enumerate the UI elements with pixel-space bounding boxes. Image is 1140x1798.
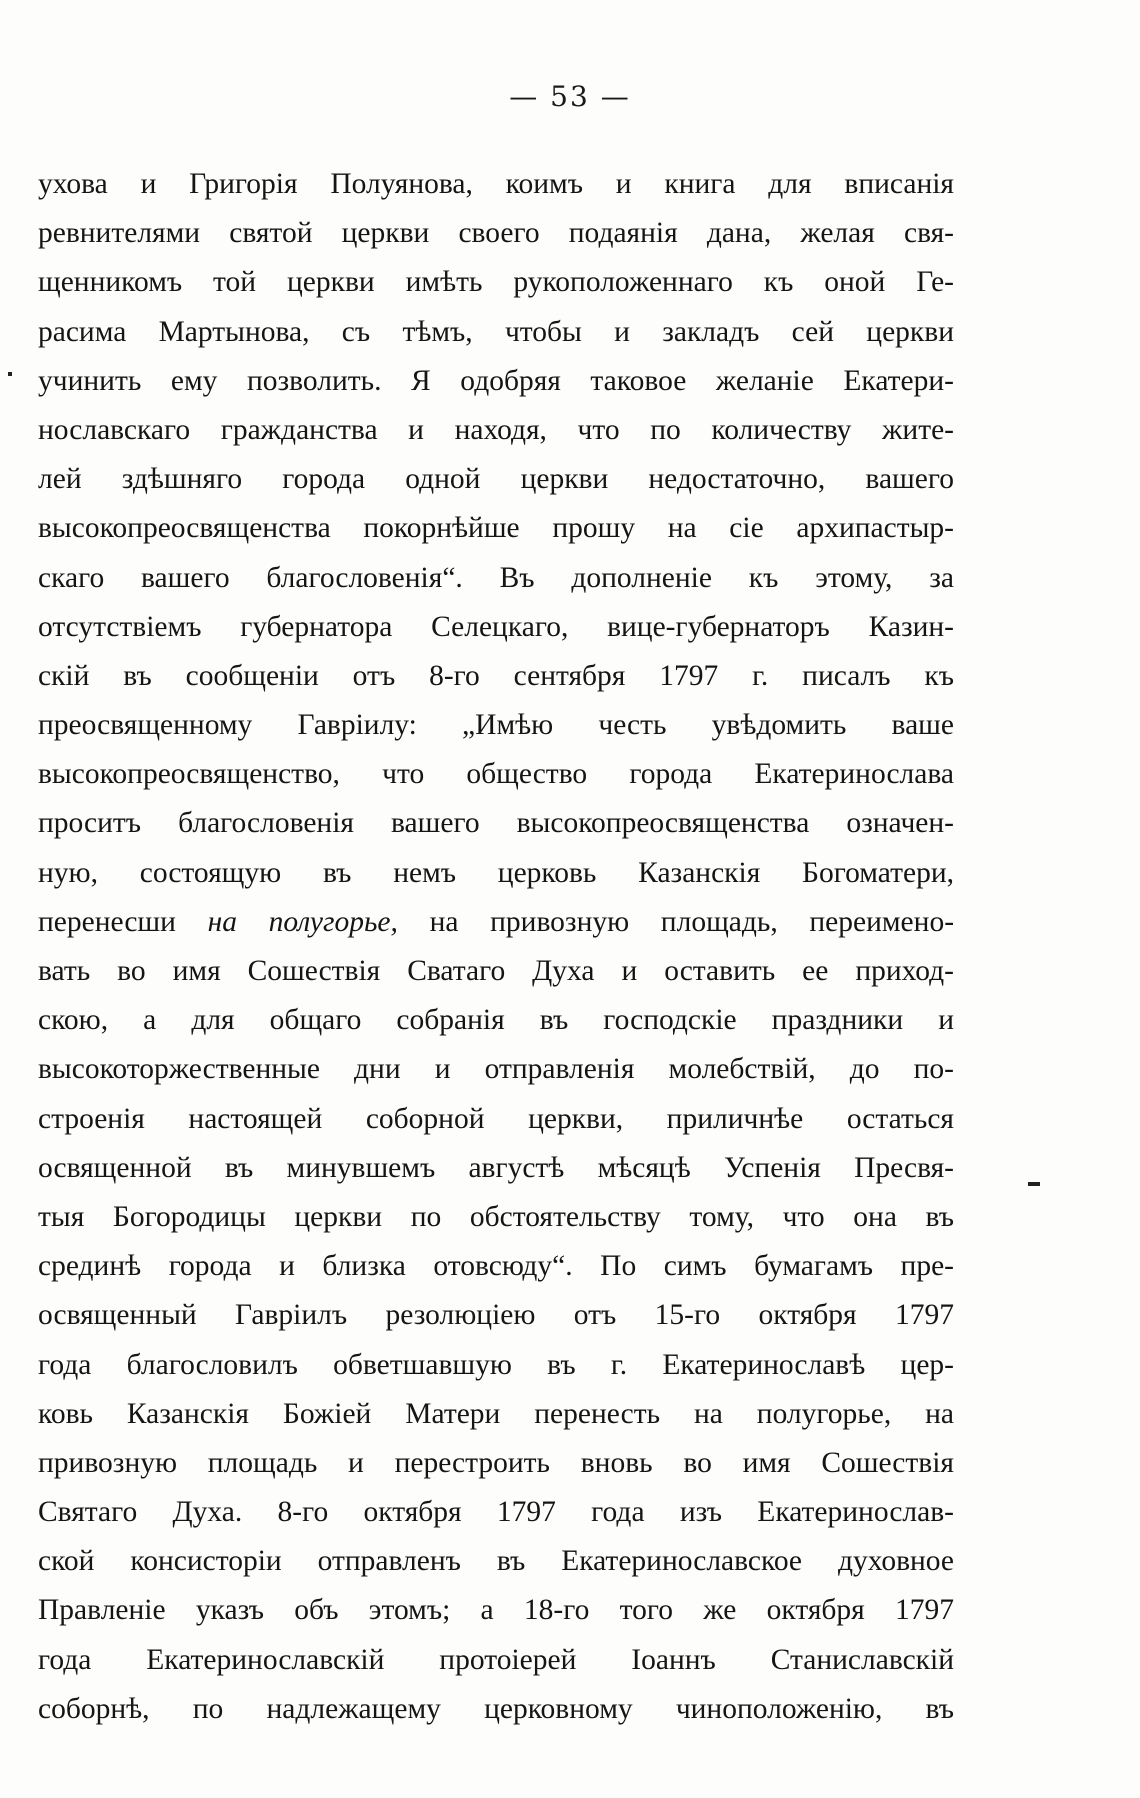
text-line: соборнѣ, по надлежащему церковному чиноположенію, въ bbox=[38, 1692, 954, 1725]
text-line: ской консисторіи отправленъ въ Екатеринославское духовное bbox=[38, 1545, 954, 1578]
text-line: отсутствіемъ губернатора Селецкаго, вице-губернаторъ Казин- bbox=[38, 610, 954, 643]
text-line: вать во имя Сошествія Сватаго Духа и оставить ее приход- bbox=[38, 955, 954, 987]
text-line: ную, состоящую въ немъ церковь Казанскія Богоматери, bbox=[38, 856, 954, 889]
text-line: ревнителями святой церкви своего подаянія дана, желая свя- bbox=[38, 217, 954, 250]
text-line: строенія настоящей соборной церкви, приличнѣе остаться bbox=[38, 1102, 954, 1135]
text-line: высокопреосвященства покорнѣйше прошу на сіе архипастыр- bbox=[38, 512, 954, 545]
text-line: перенесши на полугорье, на привозную площадь, переимено- bbox=[38, 905, 954, 938]
text-line: срединѣ города и близка отовсюду“. По симъ бумагамъ пре- bbox=[38, 1250, 954, 1283]
text-line: ухова и Григорія Полуянова, коимъ и книга для вписанія bbox=[38, 168, 954, 200]
page-number: — 53 — bbox=[509, 80, 631, 113]
text-line: нославскаго гражданства и находя, что по количеству жите- bbox=[38, 413, 954, 446]
text-line: высокоторжественные дни и отправленія молебствій, до по- bbox=[38, 1053, 954, 1086]
text-line: щенникомъ той церкви имѣть рукоположеннаго къ оной Ге- bbox=[38, 266, 954, 299]
text-line: преосвященному Гавріилу: „Имѣю честь увѣдомить ваше bbox=[38, 709, 954, 742]
body-text bbox=[38, 160, 954, 1734]
margin-dash bbox=[1028, 1182, 1040, 1186]
text-line: скаго вашего благословенія“. Въ дополненіе къ этому, за bbox=[38, 561, 954, 594]
text-line: освященной въ минувшемъ августѣ мѣсяцѣ Успенія Пресвя- bbox=[38, 1151, 954, 1184]
text-line: проситъ благословенія вашего высокопреосвященства означен- bbox=[38, 807, 954, 840]
text-line: Правленіе указъ объ этомъ; а 18-го того же октября 1797 bbox=[38, 1594, 954, 1627]
text-line: расима Мартынова, съ тѣмъ, чтобы и закладъ сей церкви bbox=[38, 315, 954, 348]
italic-phrase: на полугорье, bbox=[207, 905, 398, 938]
text-line: скій въ сообщеніи отъ 8-го сентября 1797 г. писалъ къ bbox=[38, 659, 954, 692]
text-line: года Екатеринославскій протоіерей Іоаннъ Станиславскій bbox=[38, 1643, 954, 1676]
text-line: Святаго Духа. 8-го октября 1797 года изъ Екатеринослав- bbox=[38, 1496, 954, 1529]
text-line: года благословилъ обветшавшую въ г. Екатеринославѣ цер- bbox=[38, 1348, 954, 1381]
margin-speck bbox=[8, 372, 12, 376]
text-line: лей здѣшняго города одной церкви недостаточно, вашего bbox=[38, 463, 954, 496]
text-line: ковь Казанскія Божіей Матери перенесть на полугорье, на bbox=[38, 1397, 954, 1430]
text-line: высокопреосвященство, что общество города Екатеринослава bbox=[38, 758, 954, 791]
text-line: учинить ему позволить. Я одобряя таковое желаніе Екатери- bbox=[38, 364, 954, 397]
text-line: освященный Гавріилъ резолюціею отъ 15-го октября 1797 bbox=[38, 1299, 954, 1332]
text-line: привозную площадь и перестроить вновь во имя Сошествія bbox=[38, 1446, 954, 1479]
text-line: скою, а для общаго собранія въ господскіе праздники и bbox=[38, 1004, 954, 1037]
text-line: тыя Богородицы церкви по обстоятельству тому, что она въ bbox=[38, 1200, 954, 1233]
